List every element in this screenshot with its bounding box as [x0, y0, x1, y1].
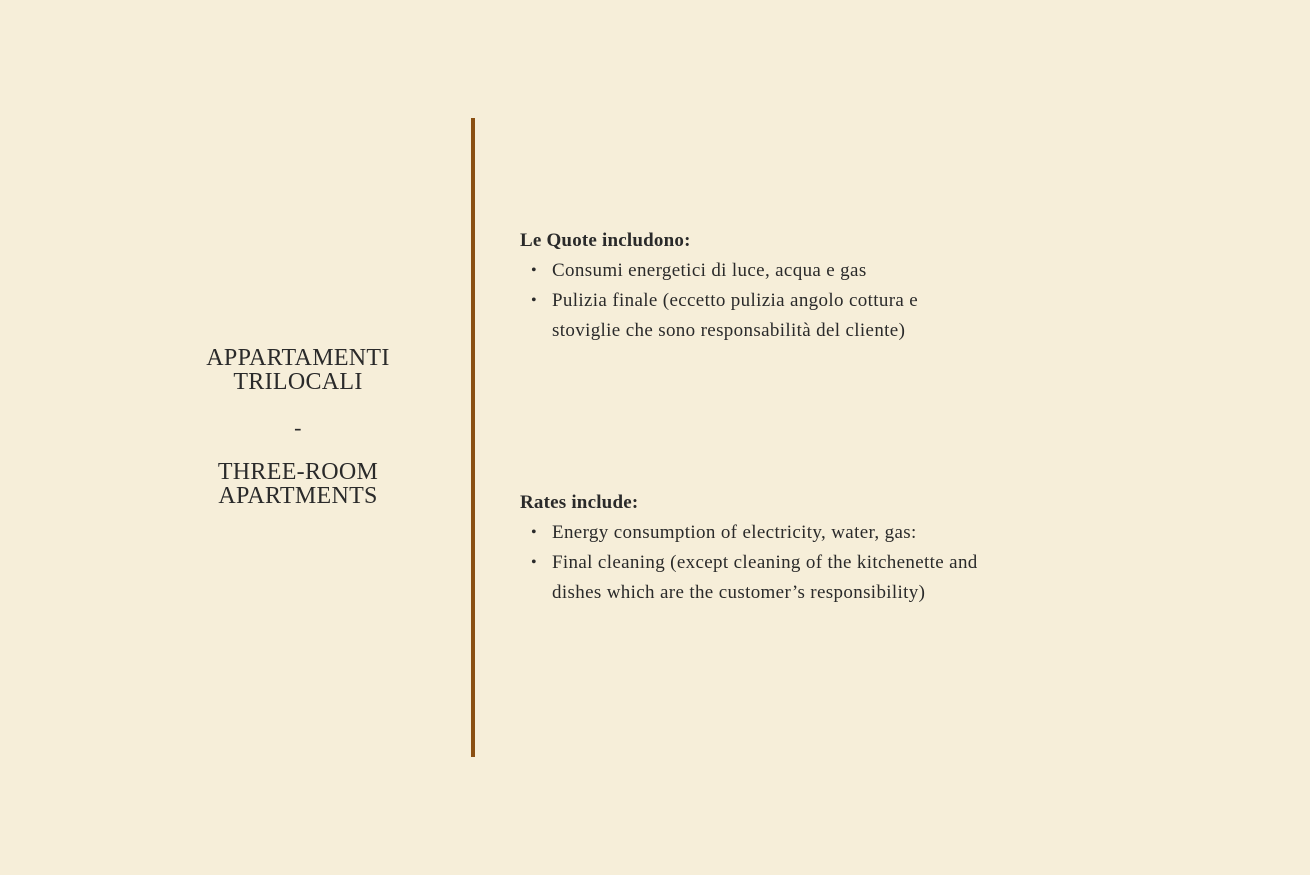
- bullet-icon: •: [531, 262, 537, 279]
- title-english-line1: THREE-ROOM: [217, 459, 379, 485]
- italian-heading: Le Quote includono:: [520, 230, 691, 251]
- list-item: [520, 256, 980, 286]
- english-section: [520, 488, 980, 608]
- bullet-icon: •: [531, 292, 537, 309]
- title-separator: -: [294, 415, 302, 440]
- list-item: [520, 518, 980, 548]
- english-list: [520, 518, 980, 608]
- title-italian-line1: APPARTAMENTI: [206, 345, 390, 371]
- list-item: [520, 548, 980, 608]
- vertical-divider: [471, 118, 475, 757]
- title-italian-line2: TRILOCALI: [233, 369, 363, 395]
- list-item-text: Pulizia finale (eccetto pulizia angolo cottura e stoviglie che sono responsabilità del cliente): [552, 290, 919, 341]
- italian-list: [520, 256, 980, 346]
- title-english-line2: APARTMENTS: [218, 483, 378, 509]
- list-item-text: Energy consumption of electricity, water, gas:: [552, 522, 917, 543]
- title-block: [140, 346, 456, 508]
- english-heading: Rates include:: [520, 492, 639, 513]
- bullet-icon: •: [531, 524, 537, 541]
- list-item-text: Final cleaning (except cleaning of the kitchenette and dishes which are the customer’s responsibility): [552, 552, 978, 603]
- list-item: [520, 286, 980, 346]
- bullet-icon: •: [531, 554, 537, 571]
- italian-section: [520, 226, 980, 346]
- list-item-text: Consumi energetici di luce, acqua e gas: [552, 260, 867, 281]
